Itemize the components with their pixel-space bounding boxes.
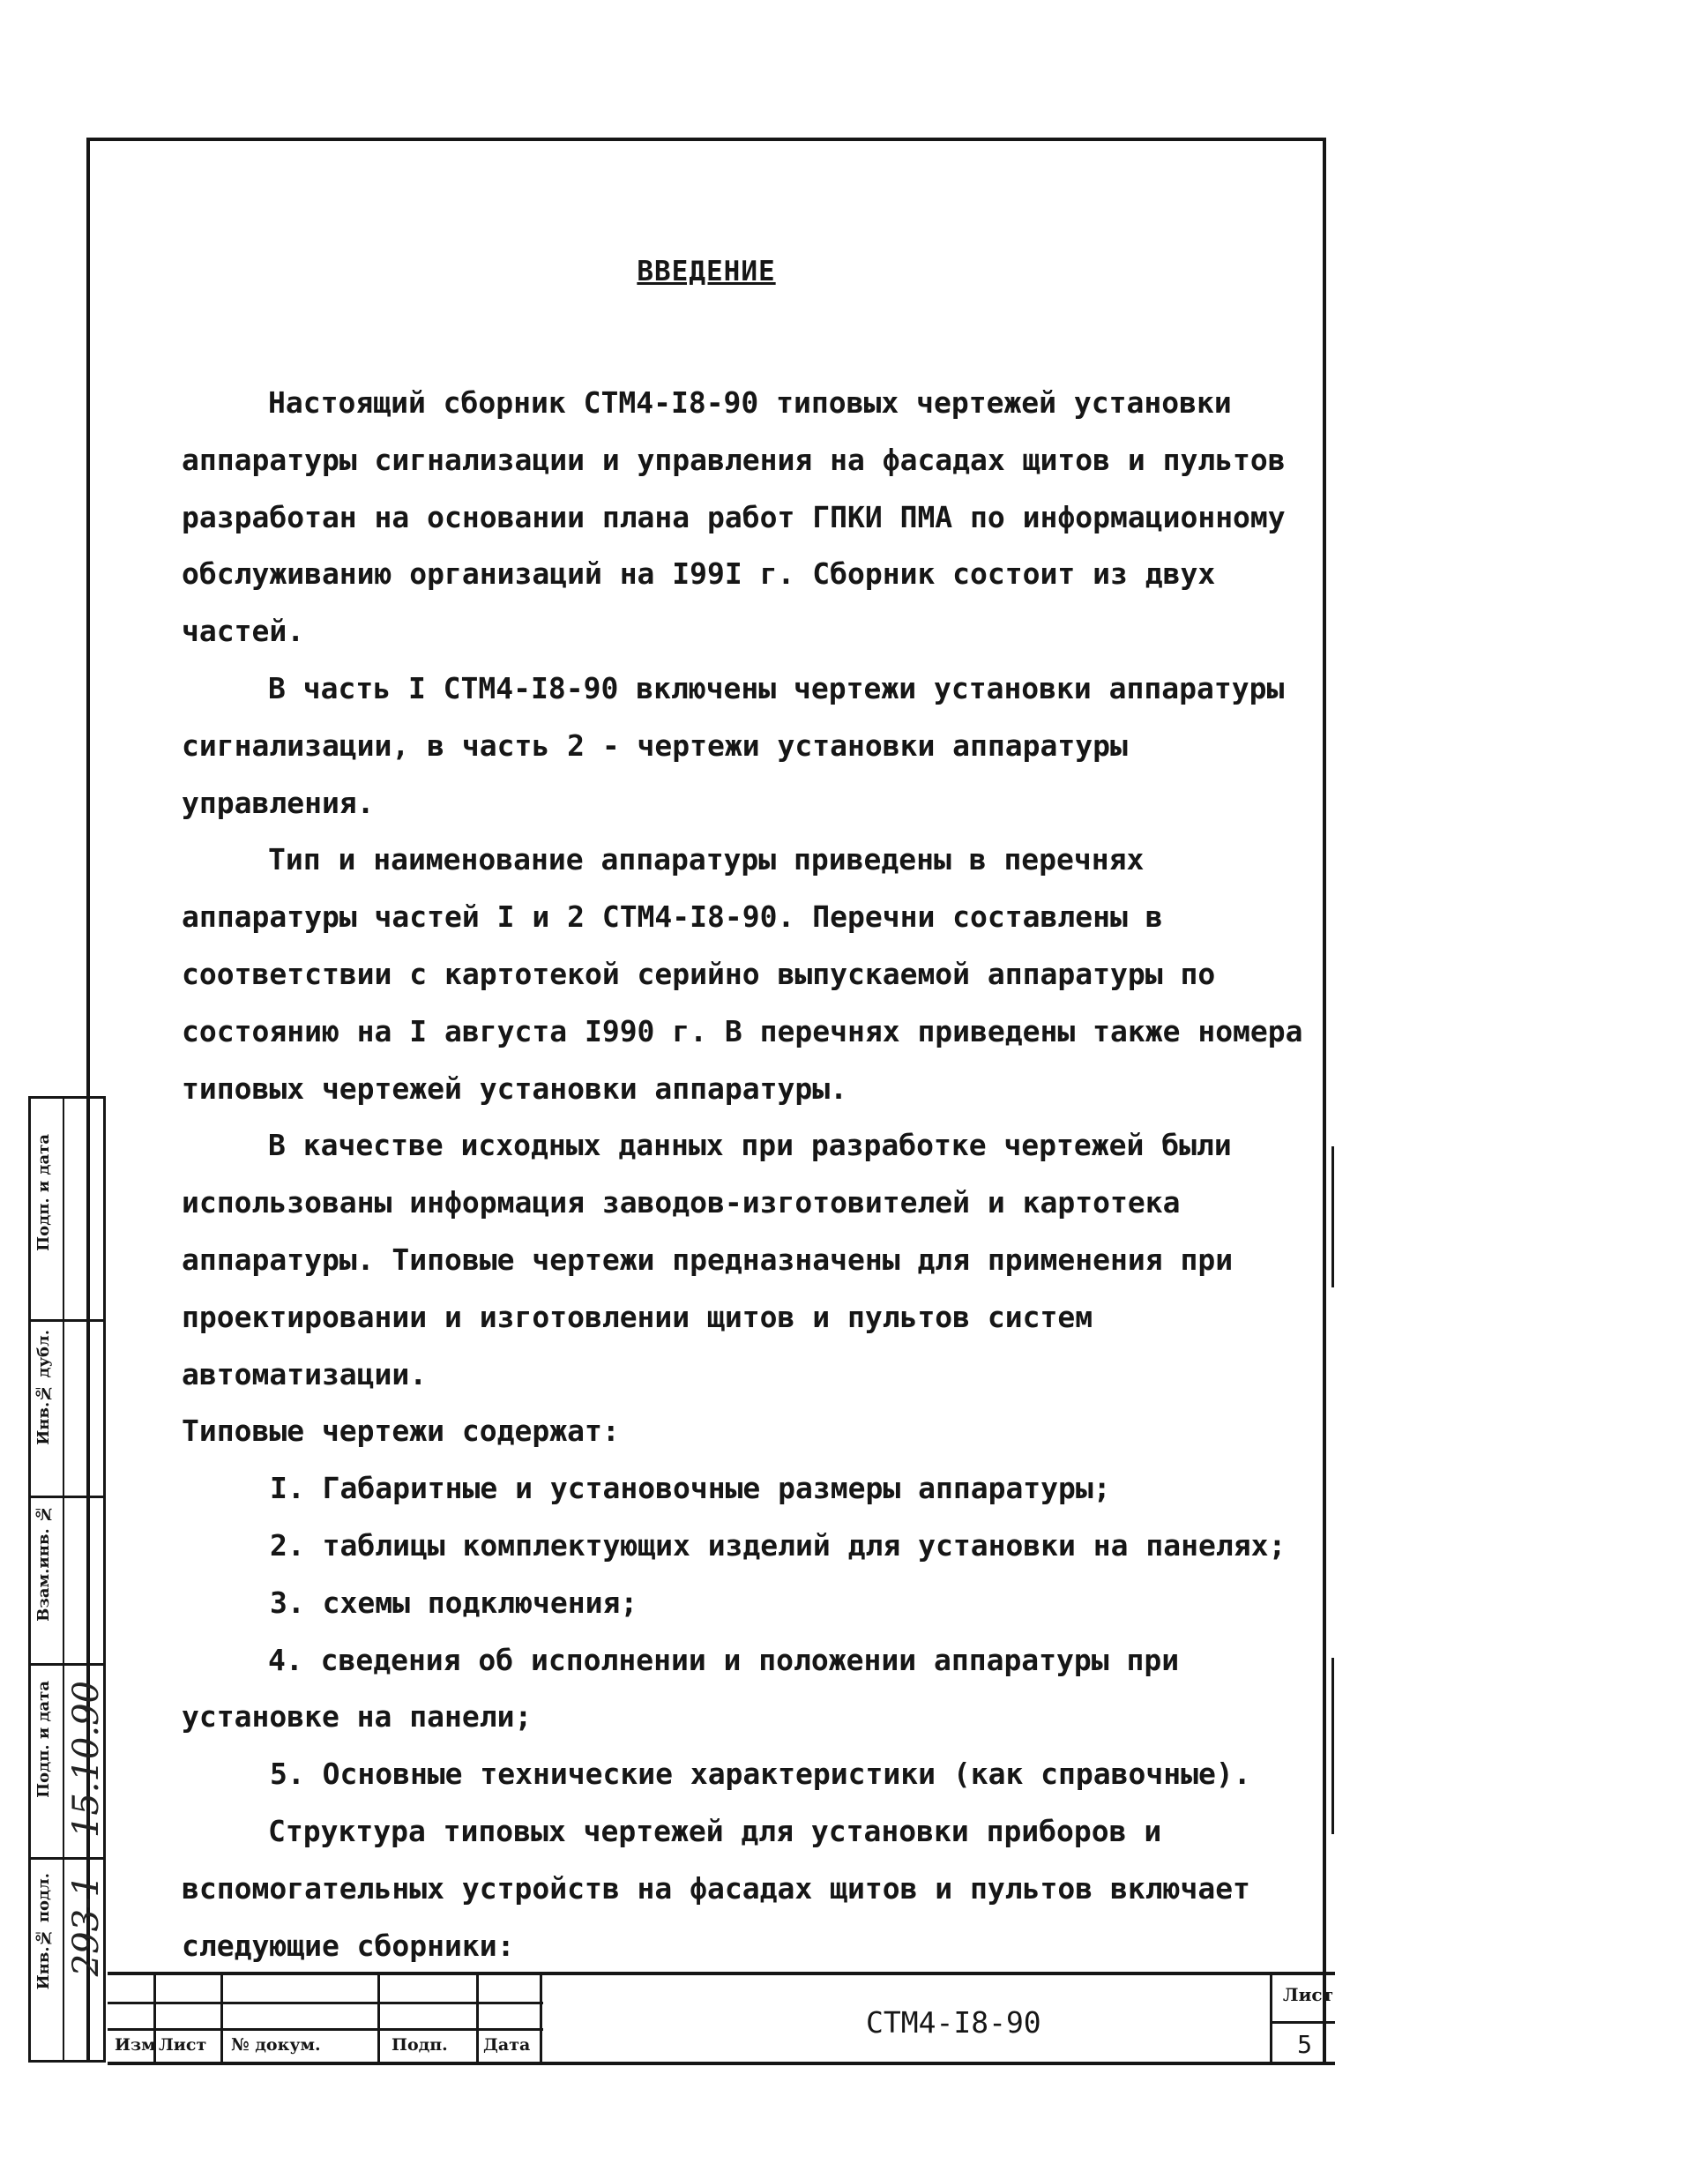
side-label-sign-date-2: Подп. и дата — [34, 1681, 53, 1798]
list-item-5: 5. Основные технические характеристики (как справочные). — [270, 1757, 1251, 1792]
side-label-sign-date: Подп. и дата — [34, 1134, 53, 1251]
side-label-orig-inv: Инв.№ подл. — [34, 1873, 53, 1990]
title-block-grid — [108, 1975, 543, 2062]
paragraph-4: В качестве исходных данных при разработке чертежей были использованы информация заводов-изготовителей и картотека аппаратуры. Типовые чертежи предназначены для применения при проектировании и изготовлении щитов и пультов систем автоматизации. — [182, 1128, 1234, 1391]
document-body — [182, 375, 1310, 1974]
list-item-4: 4. сведения об исполнении и положении аппаратуры при установке на панели; — [182, 1642, 1180, 1735]
side-label-replace-inv: Взам.инв. № — [34, 1504, 53, 1622]
col-label-change: Изм — [115, 2035, 156, 2055]
page-frame — [86, 138, 1326, 2062]
paragraph-5: Типовые чертежи содержат: — [182, 1414, 620, 1449]
document-code: СТМ4-I8-90 — [866, 2005, 1041, 2040]
list-item-2: 2. таблицы комплектующих изделий для установки на панелях; — [270, 1527, 1287, 1563]
sheet-number: 5 — [1297, 2030, 1312, 2059]
closing-paragraph: Структура типовых чертежей для установки приборов и вспомогательных устройств на фасадах щитов и пультов включает следующие сборники: — [182, 1813, 1250, 1963]
right-margin-line — [1331, 1658, 1334, 1834]
paragraph-1: Настоящий сборник СТМ4-I8-90 типовых чертежей установки аппаратуры сигнализации и управления на фасадах щитов и пультов разработан на основании плана работ ГПКИ ПМА по информационному обслуживанию организаций на I99I г. Сборник состоит из двух частей. — [182, 385, 1286, 649]
sheet-label: Лист — [1282, 1984, 1333, 2005]
document-title: ВВЕДЕНИЕ — [637, 256, 776, 287]
list-item-3: 3. схемы подключения; — [270, 1585, 638, 1620]
side-label-dup-inv: Инв.№ дубл. — [34, 1330, 53, 1445]
list-item-1: I. Габаритные и установочные размеры аппаратуры; — [270, 1471, 1111, 1506]
handwritten-inventory: 293-1 — [66, 1875, 107, 1977]
paragraph-2: В часть I СТМ4-I8-90 включены чертежи установки аппаратуры сигнализации, в часть 2 - чертежи установки аппаратуры управления. — [182, 670, 1285, 820]
right-margin-line — [1331, 1146, 1334, 1287]
paragraph-3: Тип и наименование аппаратуры приведены в перечнях аппаратуры частей I и 2 СТМ4-I8-90. Перечни составлены в соответствии с картотекой серийно выпускаемой аппаратуры по состоянию на I августа I990 г. В перечнях приведены также номера типовых чертежей установки аппаратуры. — [182, 842, 1303, 1106]
handwritten-date: 15.10.90 — [66, 1681, 107, 1839]
title-block — [108, 1972, 1335, 2065]
col-label-doc-number: № докум. — [231, 2035, 321, 2055]
col-label-signature: Подп. — [392, 2035, 448, 2055]
col-label-date: Дата — [483, 2035, 531, 2055]
col-label-sheet: Лист — [159, 2035, 207, 2055]
side-stamp — [28, 1096, 106, 2063]
